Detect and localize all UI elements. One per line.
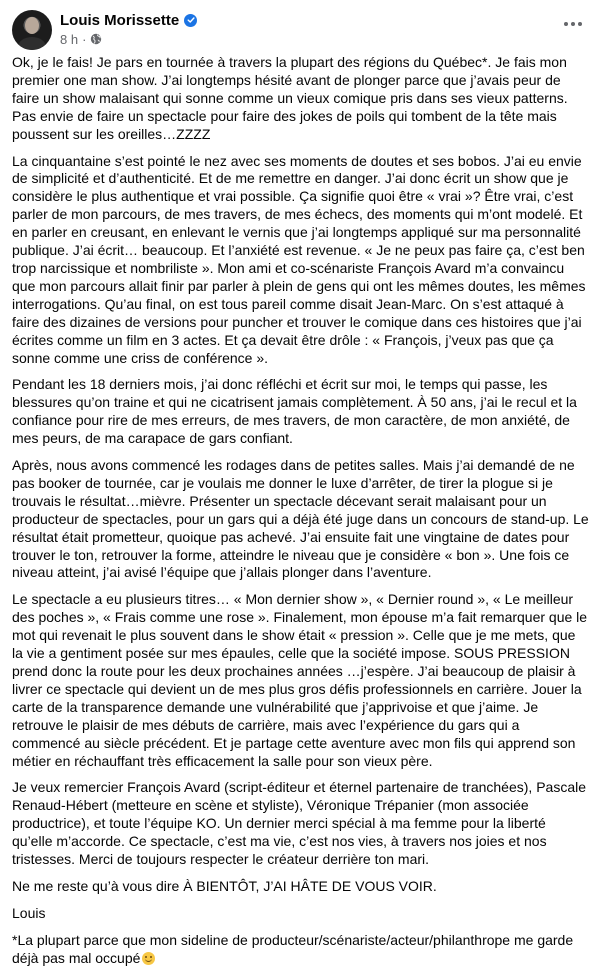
verified-badge-icon: [184, 14, 197, 27]
post-meta: [60, 31, 102, 47]
post-paragraph: Je veux remercier François Avard (script-éditeur et éternel partenaire de tranchées), Pascale Renaud-Hébert (metteure en scène et styliste), Véronique Trépanier (mon associée productrice), et toute l’équipe KO. Un dernier merci spécial à ma femme pour la liberté qu’elle m’accorde. Ce spectacle, c’est ma vie, c’est nos vies, à travers nos joies et nos tristesses. Merci de toujours respecter le créateur derrière ton mari.: [12, 779, 587, 868]
footnote-text: *La plupart parce que mon sideline de producteur/scénariste/acteur/philanthrope me garde déjà pas mal occupé: [12, 931, 574, 966]
globe-icon[interactable]: [90, 33, 102, 45]
more-dot: [578, 22, 582, 26]
more-dot: [564, 22, 568, 26]
post-paragraph: La cinquantaine s’est pointé le nez avec ses moments de doutes et ses bobos. J’ai eu envie de simplicité et d’authenticité. Et de me remettre en danger. J’ai donc écrit un show que je considère le plus authentique et vrai possible. Ça signifie quoi être « vrai »? Être vrai, c’est parler de mon parcours, de mes travers, de mes échecs, des moments qui m’ont modelé. Et en parler en creusant, en enlevant le vernis que j’ai longtemps appliqué sur ma personnalité publique. J’ai écrit… beaucoup. Et l’anxiété est revenue. « Je ne peux pas faire ça, c’est ben trop narcissique et nombriliste ». Mon ami et co-scénariste François Avard m’a convaincu que mon parcours allait finir par parler à plein de gens qui ont les mêmes doutes, les mêmes interrogations. Qu’au final, on est tous pareil comme disait Jean-Marc. On s’est attaqué à faire des dizaines de versions pour puncher et trouver le comique dans ces histoires que j’ai écrites comme un film en 3 actes. Et ça devait être drôle : « François, j’veux pas que ça sonne comme une criss de conférence ».: [12, 152, 586, 366]
post-signature: Louis: [12, 904, 46, 921]
post-paragraph: Le spectacle a eu plusieurs titres… « Mon dernier show », « Dernier round », « Le meilleur des poches », « Frais comme une rose ». Finalement, mon épouse m’a fait remarquer que le mot qui revenait le plus souvent dans le show était « pression ». Celle que je me mets, que la vie a gentiment posée sur mes épaules, celle que la société impose. SOUS PRESSION prend donc la route pour les deux prochaines années …j’espère. J’ai beaucoup de plaisir à livrer ce spectacle qui devient un de mes plus gros défis professionnels en carrière. Jouer la carte de la transparence demande une vulnérabilité que j’apprivoise et que j’aime. Je retrouve le plaisir de mes débuts de carrière, mais avec l’expérience du gars qui a commencé au siècle précédent. Et je partage cette aventure avec mon fils qui apprend son métier en réchauffant très efficacement la salle pour son vieux père.: [12, 591, 588, 769]
author-name[interactable]: Louis Morissette: [60, 11, 180, 29]
more-dot: [571, 22, 575, 26]
avatar-face: [25, 17, 39, 34]
post-timestamp[interactable]: 8 h: [60, 31, 79, 47]
post-paragraph: Pendant les 18 derniers mois, j’ai donc réfléchi et écrit sur moi, le temps qui passe, les blessures qu’on traine et qui ne cicatrisent jamais complètement. À 50 ans, j’ai le recul et la confiance pour rire de mes erreurs, de mes travers, de mon caractère, de mon anxiété, de mes peurs, de ma carapace de gars confiant.: [12, 376, 577, 447]
avatar-shoulders: [18, 37, 46, 50]
author-row: [60, 11, 197, 29]
author-avatar[interactable]: [12, 10, 52, 50]
post-footnote: [12, 932, 590, 968]
post-header: [12, 10, 588, 50]
more-options-icon[interactable]: [558, 12, 588, 36]
smiling-face-emoji-icon: [142, 952, 155, 965]
post-paragraph: Ne me reste qu’à vous dire À BIENTÔT, J’AI HÂTE DE VOUS VOIR.: [12, 877, 437, 894]
post-body: [12, 54, 590, 977]
post-paragraph: Ok, je le fais! Je pars en tournée à travers la plupart des régions du Québec*. Je fais mon premier one man show. J’ai longtemps hésité avant de plonger parce que j’avais peur de faire un show malaisant qui sonne comme un vieux comique pris dans ses vieux patterns. Pas envie de faire un spectacle pour faire des jokes de poils qui tombent de la tête mais poussent sur les oreilles…ZZZZ: [12, 54, 568, 142]
post-paragraph: Après, nous avons commencé les rodages dans de petites salles. Mais j’ai demandé de ne pas booker de tournée, car je voulais me donner le luxe d’arrêter, de tirer la plogue si je trouvais le résultat…mièvre. Présenter un spectacle décevant serait malaisant pour un producteur de spectacles, pour un gars qui a déjà été juge dans un concours de stand-up. Le résultat était prometteur, quoique pas achevé. J’ai ensuite fait une vingtaine de dates pour trouver le ton, retrouver la forme, atteindre le niveau que je considère « bon ». Une fois ce niveau atteint, j’ai avisé l’équipe que j’allais plonger dans l’aventure.: [12, 457, 589, 581]
meta-separator: ·: [82, 31, 87, 47]
